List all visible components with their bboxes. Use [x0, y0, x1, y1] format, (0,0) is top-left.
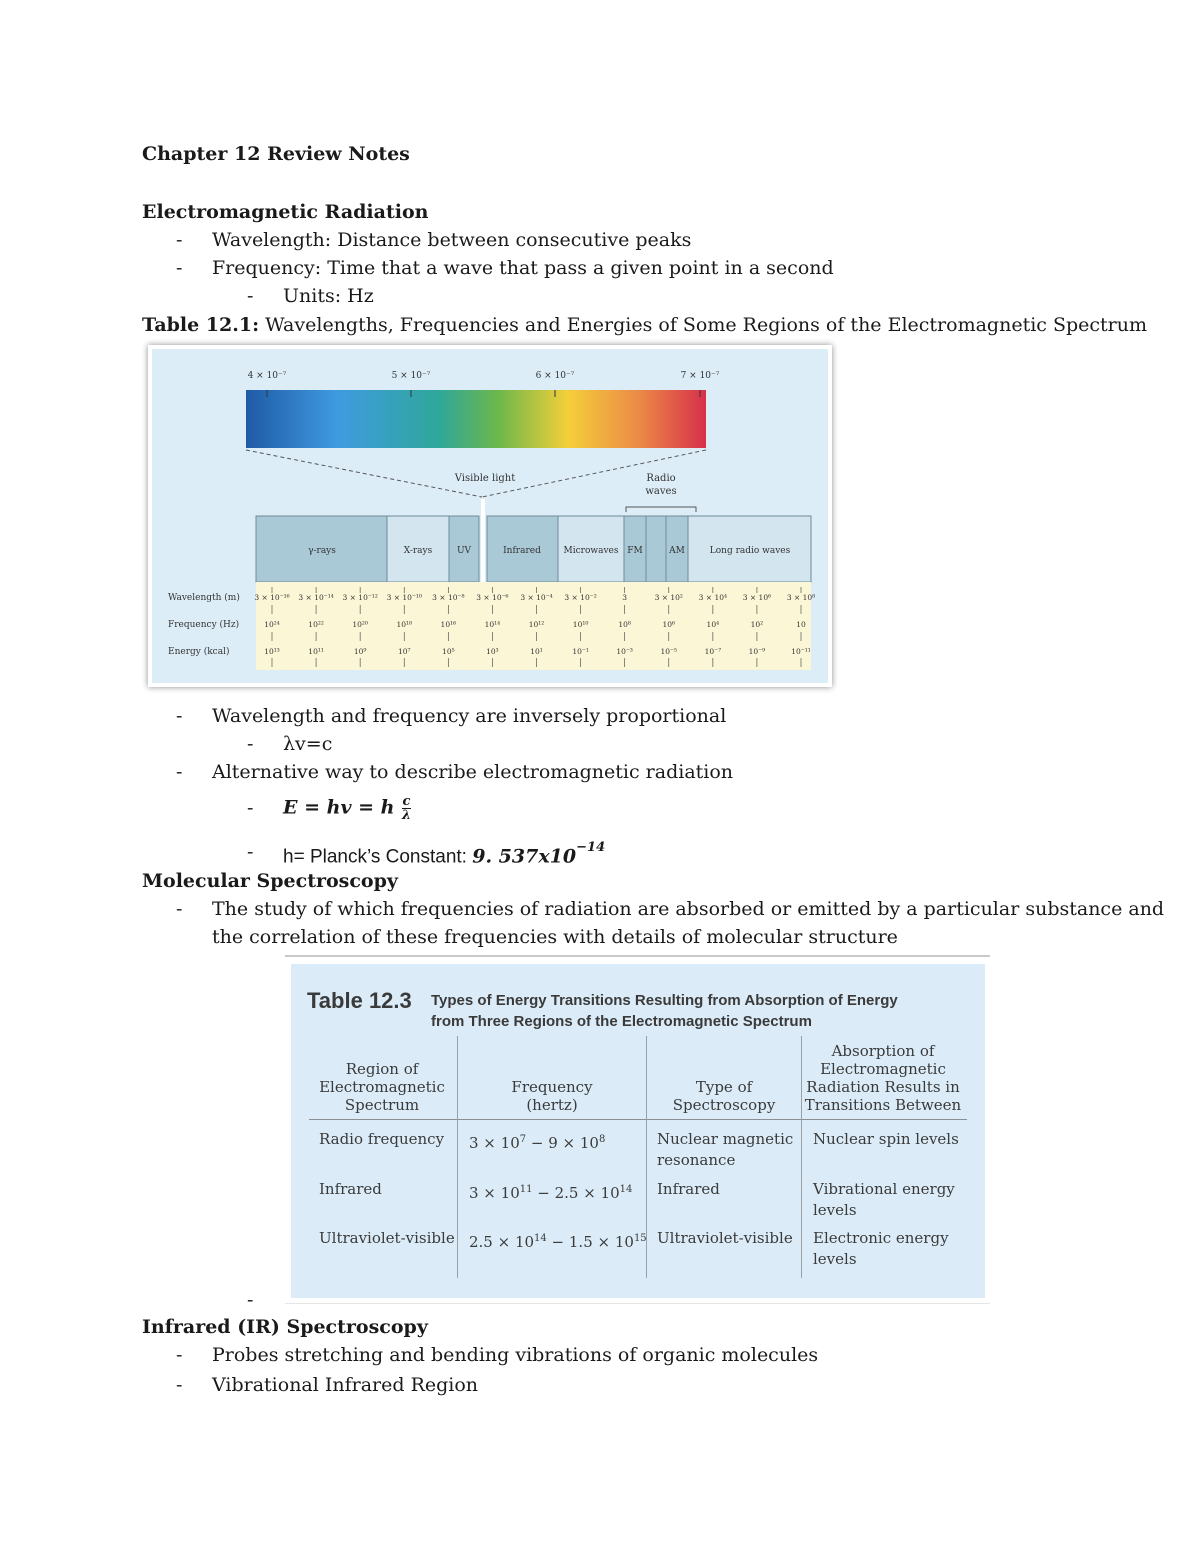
- header-line: Frequency: [511, 1078, 593, 1096]
- region-label: Microwaves: [563, 546, 619, 556]
- cell-line: Ultraviolet-visible: [657, 1229, 793, 1247]
- visible-light-label: Visible light: [454, 473, 516, 484]
- bullet-dash: -: [176, 1374, 183, 1396]
- frequency-value: 10¹²: [528, 620, 545, 629]
- table-title-line1: Types of Energy Transitions Resulting from Absorption of Energy: [431, 992, 898, 1009]
- freq-part: − 2.5 × 10: [532, 1184, 620, 1202]
- header-rule: [309, 1119, 967, 1120]
- visible-tick-label: 4 × 10⁻⁷: [247, 371, 287, 381]
- bullet-dash: -: [247, 841, 254, 863]
- frequency-value: 10¹⁰: [572, 620, 589, 629]
- header-line: Region of: [345, 1060, 419, 1078]
- visible-zoom-line: [246, 450, 482, 497]
- bullet-dash: -: [176, 1344, 183, 1366]
- table-top-rule: [285, 955, 990, 957]
- freq-exp: 14: [534, 1233, 547, 1244]
- cell-type: [657, 1228, 793, 1249]
- wavelength-value: 3 × 10⁻⁸: [432, 593, 465, 602]
- row-label-energy: Energy (kcal): [168, 647, 230, 657]
- cell-region: Ultraviolet-visible: [319, 1229, 455, 1247]
- header-line: Spectroscopy: [672, 1096, 776, 1114]
- cell-line: Infrared: [657, 1180, 720, 1198]
- cell-line: levels: [813, 1201, 857, 1219]
- cell-type: [657, 1179, 720, 1200]
- row-label-wavelength: Wavelength (m): [168, 593, 240, 603]
- bullet-inverse: Wavelength and frequency are inversely proportional: [212, 705, 727, 727]
- planck-value: 9. 537x10: [472, 845, 577, 868]
- freq-part: − 1.5 × 10: [546, 1233, 634, 1251]
- bullet-dash: -: [176, 898, 183, 920]
- energy-equation: [283, 795, 411, 822]
- cell-line: levels: [813, 1250, 857, 1268]
- table-12-1-caption-text: Wavelengths, Frequencies and Energies of Some Regions of the Electromagnetic Spectrum: [259, 314, 1147, 336]
- table-bottom-rule: [285, 1303, 990, 1304]
- bullet-dash: -: [247, 1289, 254, 1311]
- cell-region: Radio frequency: [319, 1130, 445, 1148]
- bullet-study-line1: The study of which frequencies of radiation are absorbed or emitted by a particular substance and: [212, 898, 1165, 920]
- energy-value: 10⁹: [353, 647, 367, 656]
- wavelength-value: 3: [622, 593, 628, 602]
- wavelength-value: 3 × 10⁶: [742, 593, 772, 602]
- header-line: Electromagnetic: [820, 1060, 946, 1078]
- header-line: Transitions Between: [804, 1096, 962, 1114]
- equation-main: E = hv = h: [283, 796, 395, 819]
- wavelength-value: 3 × 10⁻¹⁴: [298, 593, 334, 602]
- planck-constant: [283, 840, 605, 869]
- cell-line: resonance: [657, 1151, 736, 1169]
- table-12-1-label: Table 12.1:: [142, 314, 260, 336]
- bullet-dash: -: [176, 761, 183, 783]
- header-transitions: [803, 1042, 963, 1114]
- wavelength-value: 3 × 10⁻²: [564, 593, 597, 602]
- energy-value: 10⁻⁹: [748, 647, 766, 656]
- section-heading-em-radiation: Electromagnetic Radiation: [142, 201, 429, 223]
- wavelength-value: 3 × 10⁻¹²: [342, 593, 378, 602]
- energy-value: 10³: [486, 647, 499, 656]
- frequency-value: 10¹⁴: [484, 620, 501, 629]
- freq-part: 3 × 10: [469, 1134, 520, 1152]
- energy-value: 10⁻⁷: [704, 647, 722, 656]
- region-label: γ-rays: [308, 546, 336, 556]
- radio-waves-label: Radio: [646, 473, 676, 484]
- cell-transition: [813, 1179, 955, 1221]
- frequency-value: 10⁴: [706, 620, 720, 629]
- energy-value: 10¹: [530, 647, 543, 656]
- section-heading-ir-spectroscopy: Infrared (IR) Spectroscopy: [142, 1316, 428, 1338]
- header-line: (hertz): [526, 1096, 578, 1114]
- frequency-value: 10¹⁶: [440, 620, 457, 629]
- cell-transition: [813, 1228, 949, 1270]
- wavelength-value: 3 × 10⁻¹⁰: [386, 593, 422, 602]
- bullet-dash: -: [247, 797, 254, 819]
- page-title: Chapter 12 Review Notes: [142, 143, 410, 165]
- table-number: Table 12.3: [307, 988, 412, 1013]
- table-title-line2: from Three Regions of the Electromagnetic Spectrum: [431, 1013, 812, 1030]
- region-label: X-rays: [403, 546, 433, 556]
- section-heading-molecular-spectroscopy: Molecular Spectroscopy: [142, 870, 398, 892]
- freq-exp: 8: [598, 1134, 606, 1145]
- wavelength-value: 3 × 10²: [654, 593, 683, 602]
- cell-line: Nuclear spin levels: [813, 1130, 959, 1148]
- freq-part: − 9 × 10: [526, 1134, 599, 1152]
- header-line: Radiation Results in: [806, 1078, 960, 1096]
- table-12-3: [285, 955, 990, 1305]
- cell-line: Nuclear magnetic: [657, 1130, 794, 1148]
- visible-spectrum-band: [246, 390, 706, 448]
- freq-exp: 11: [519, 1184, 533, 1195]
- sub-bullet-units: Units: Hz: [283, 285, 374, 307]
- freq-part: 3 × 10: [469, 1184, 520, 1202]
- planck-exponent: −14: [576, 840, 606, 855]
- table-12-1-caption: [142, 313, 1147, 337]
- header-frequency: [459, 1078, 645, 1114]
- energy-value: 10⁵: [442, 647, 455, 656]
- bullet-dash: -: [247, 733, 254, 755]
- freq-exp: 14: [619, 1184, 633, 1195]
- bullet-probes: Probes stretching and bending vibrations of organic molecules: [212, 1344, 819, 1366]
- bullet-dash: -: [176, 229, 183, 251]
- bullet-wavelength: Wavelength: Distance between consecutive peaks: [212, 229, 692, 251]
- header-region: [311, 1060, 453, 1114]
- frequency-value: 10: [796, 620, 806, 629]
- bullet-alternative: Alternative way to describe electromagnetic radiation: [212, 761, 734, 783]
- frequency-value: 10⁸: [618, 620, 631, 629]
- wavelength-value: 3 × 10⁸: [786, 593, 816, 602]
- energy-value: 10⁷: [397, 647, 411, 656]
- bullet-vibrational-region: Vibrational Infrared Region: [212, 1374, 479, 1396]
- cell-line: Electronic energy: [813, 1229, 949, 1247]
- region-label: Long radio waves: [709, 546, 791, 556]
- visible-tick-label: 5 × 10⁻⁷: [391, 371, 431, 381]
- region-label: FM: [627, 546, 643, 556]
- equation-denominator: λ: [401, 808, 412, 823]
- energy-value: 10¹¹: [308, 647, 324, 656]
- energy-value: 10¹³: [264, 647, 280, 656]
- bullet-dash: -: [176, 257, 183, 279]
- frequency-value: 10²⁴: [264, 620, 280, 629]
- sub-bullet-lambda-v-c: λv=c: [283, 733, 333, 755]
- row-label-frequency: Frequency (Hz): [168, 620, 240, 630]
- frequency-value: 10²⁰: [352, 620, 368, 629]
- region-label: AM: [669, 546, 685, 556]
- bullet-dash: -: [176, 705, 183, 727]
- cell-transition: [813, 1129, 959, 1150]
- wavelength-value: 3 × 10⁻⁶: [476, 593, 509, 602]
- bullet-dash: -: [247, 285, 254, 307]
- freq-exp: 15: [633, 1233, 647, 1244]
- bullet-frequency: Frequency: Time that a wave that pass a given point in a second: [212, 257, 834, 279]
- em-spectrum-panel: [152, 349, 828, 683]
- table-panel: [291, 964, 985, 1298]
- header-type: [649, 1078, 799, 1114]
- cell-type: [657, 1129, 793, 1171]
- em-spectrum-svg: [152, 349, 828, 683]
- em-spectrum-figure: [148, 345, 832, 687]
- wavelength-value: 3 × 10⁴: [698, 593, 728, 602]
- visible-tick-label: 7 × 10⁻⁷: [680, 371, 720, 381]
- energy-value: 10⁻¹: [572, 647, 589, 656]
- region-label: UV: [456, 546, 472, 556]
- frequency-value: 10⁶: [662, 620, 676, 629]
- bullet-study-line2: the correlation of these frequencies with details of molecular structure: [212, 926, 898, 948]
- radio-waves-label: waves: [645, 486, 677, 497]
- column-divider: [457, 1036, 458, 1278]
- region-radio-gap: [646, 516, 666, 582]
- cell-region: Infrared: [319, 1180, 382, 1198]
- cell-frequency: [469, 1179, 632, 1204]
- energy-value: 10⁻¹¹: [791, 647, 811, 656]
- energy-value: 10⁻⁵: [660, 647, 678, 656]
- equation-fraction: [402, 795, 412, 822]
- freq-exp: 7: [519, 1134, 527, 1145]
- radio-waves-bracket: [626, 507, 696, 512]
- frequency-value: 10¹⁸: [396, 620, 413, 629]
- energy-value: 10⁻³: [616, 647, 633, 656]
- header-line: Absorption of: [831, 1042, 935, 1060]
- frequency-value: 10²: [750, 620, 764, 629]
- freq-part: 2.5 × 10: [469, 1233, 535, 1251]
- header-line: Electromagnetic: [319, 1078, 445, 1096]
- frequency-value: 10²²: [308, 620, 324, 629]
- planck-label: h= Planck’s Constant:: [283, 846, 473, 868]
- equation-numerator: c: [402, 794, 411, 809]
- wavelength-value: 3 × 10⁻⁴: [520, 593, 553, 602]
- cell-line: Vibrational energy: [813, 1180, 955, 1198]
- region-label: Infrared: [503, 546, 541, 556]
- visible-tick-label: 6 × 10⁻⁷: [535, 371, 575, 381]
- cell-frequency: [469, 1228, 647, 1253]
- column-divider: [801, 1036, 802, 1278]
- header-line: Type of: [695, 1078, 753, 1096]
- wavelength-value: 3 × 10⁻¹⁶: [254, 593, 290, 602]
- header-line: Spectrum: [344, 1096, 420, 1114]
- cell-frequency: [469, 1129, 605, 1154]
